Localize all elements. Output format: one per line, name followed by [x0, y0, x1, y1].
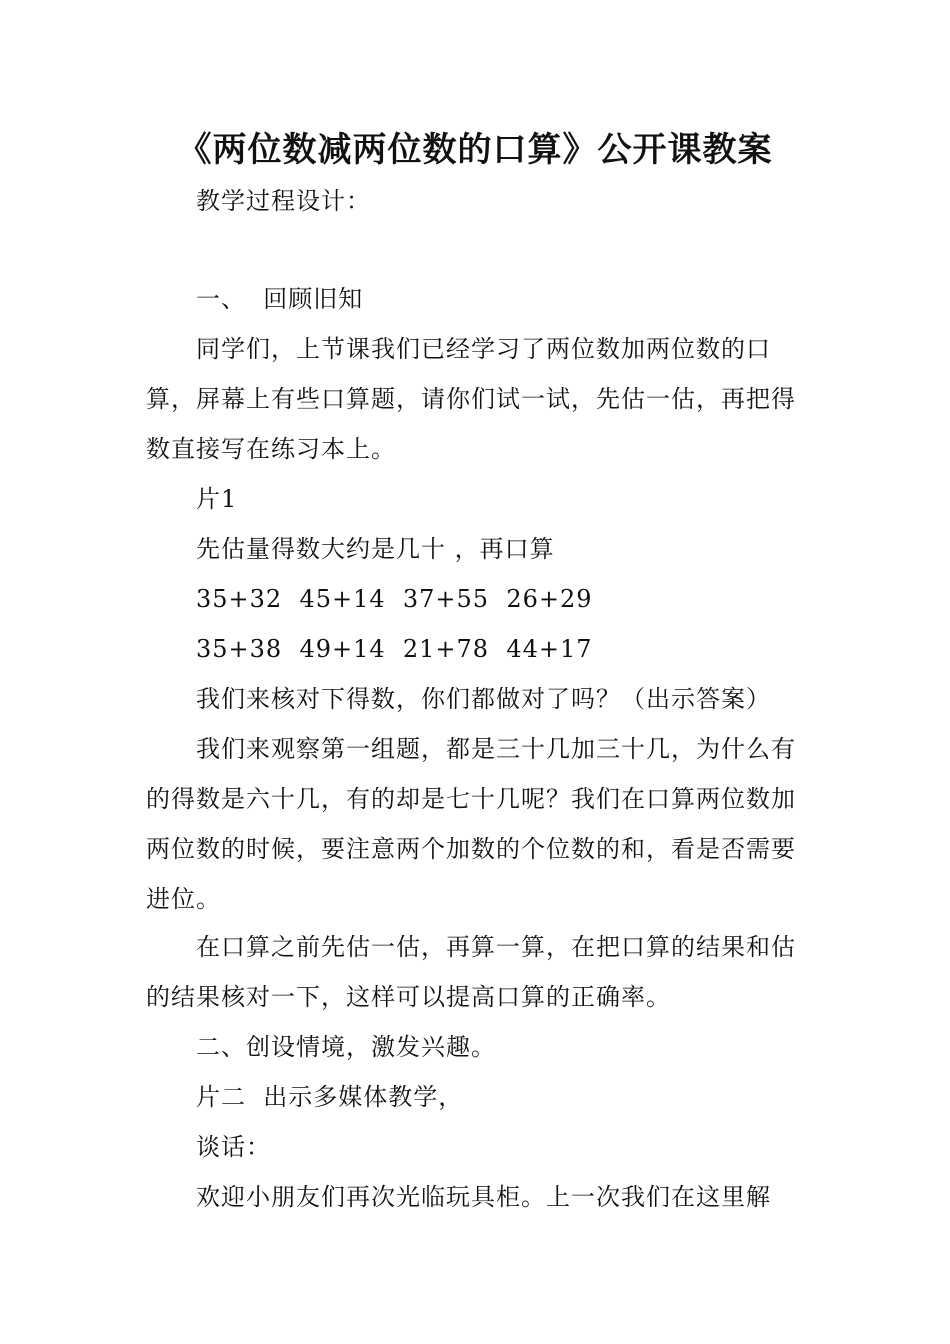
section-heading-review: 一、 回顾旧知: [196, 285, 364, 313]
exercise-row-1: 35+32 45+14 37+55 26+29: [196, 585, 593, 613]
exercise-row-2: 35+38 49+14 21+78 44+17: [196, 635, 593, 663]
paragraph-review-intro: 同学们，上节课我们已经学习了两位数加两位数的口算，屏幕上有些口算题，请你们试一试，先估一估，再把得数直接写在练习本上。: [146, 335, 796, 463]
section-heading-situation: 二、创设情境，激发兴趣。: [196, 1033, 496, 1061]
paragraph-observe-first-group: 我们来观察第一组题，都是三十几加三十几，为什么有的得数是六十几，有的却是七十几呢？我们在口算两位数加两位数的时候，要注意两个加数的个位数的和，看是否需要进位。: [146, 735, 796, 913]
talk-label: 谈话：: [196, 1133, 271, 1161]
document-title: 《两位数减两位数的口算》公开课教案: [177, 130, 773, 170]
paragraph-estimate-instruction: 先估量得数大约是几十 ，再口算: [196, 535, 555, 563]
paragraph-check-answers: 我们来核对下得数，你们都做对了吗？（出示答案）: [196, 685, 771, 713]
paragraph-welcome: 欢迎小朋友们再次光临玩具柜。上一次我们在这里解: [196, 1183, 771, 1211]
section-heading-process: 教学过程设计：: [196, 187, 371, 215]
slide-label-2: 片二 出示多媒体教学，: [196, 1083, 464, 1111]
paragraph-estimate-first: 在口算之前先估一估，再算一算，在把口算的结果和估的结果核对一下，这样可以提高口算的正确率。: [146, 933, 796, 1011]
slide-label-1: 片1: [196, 485, 238, 513]
